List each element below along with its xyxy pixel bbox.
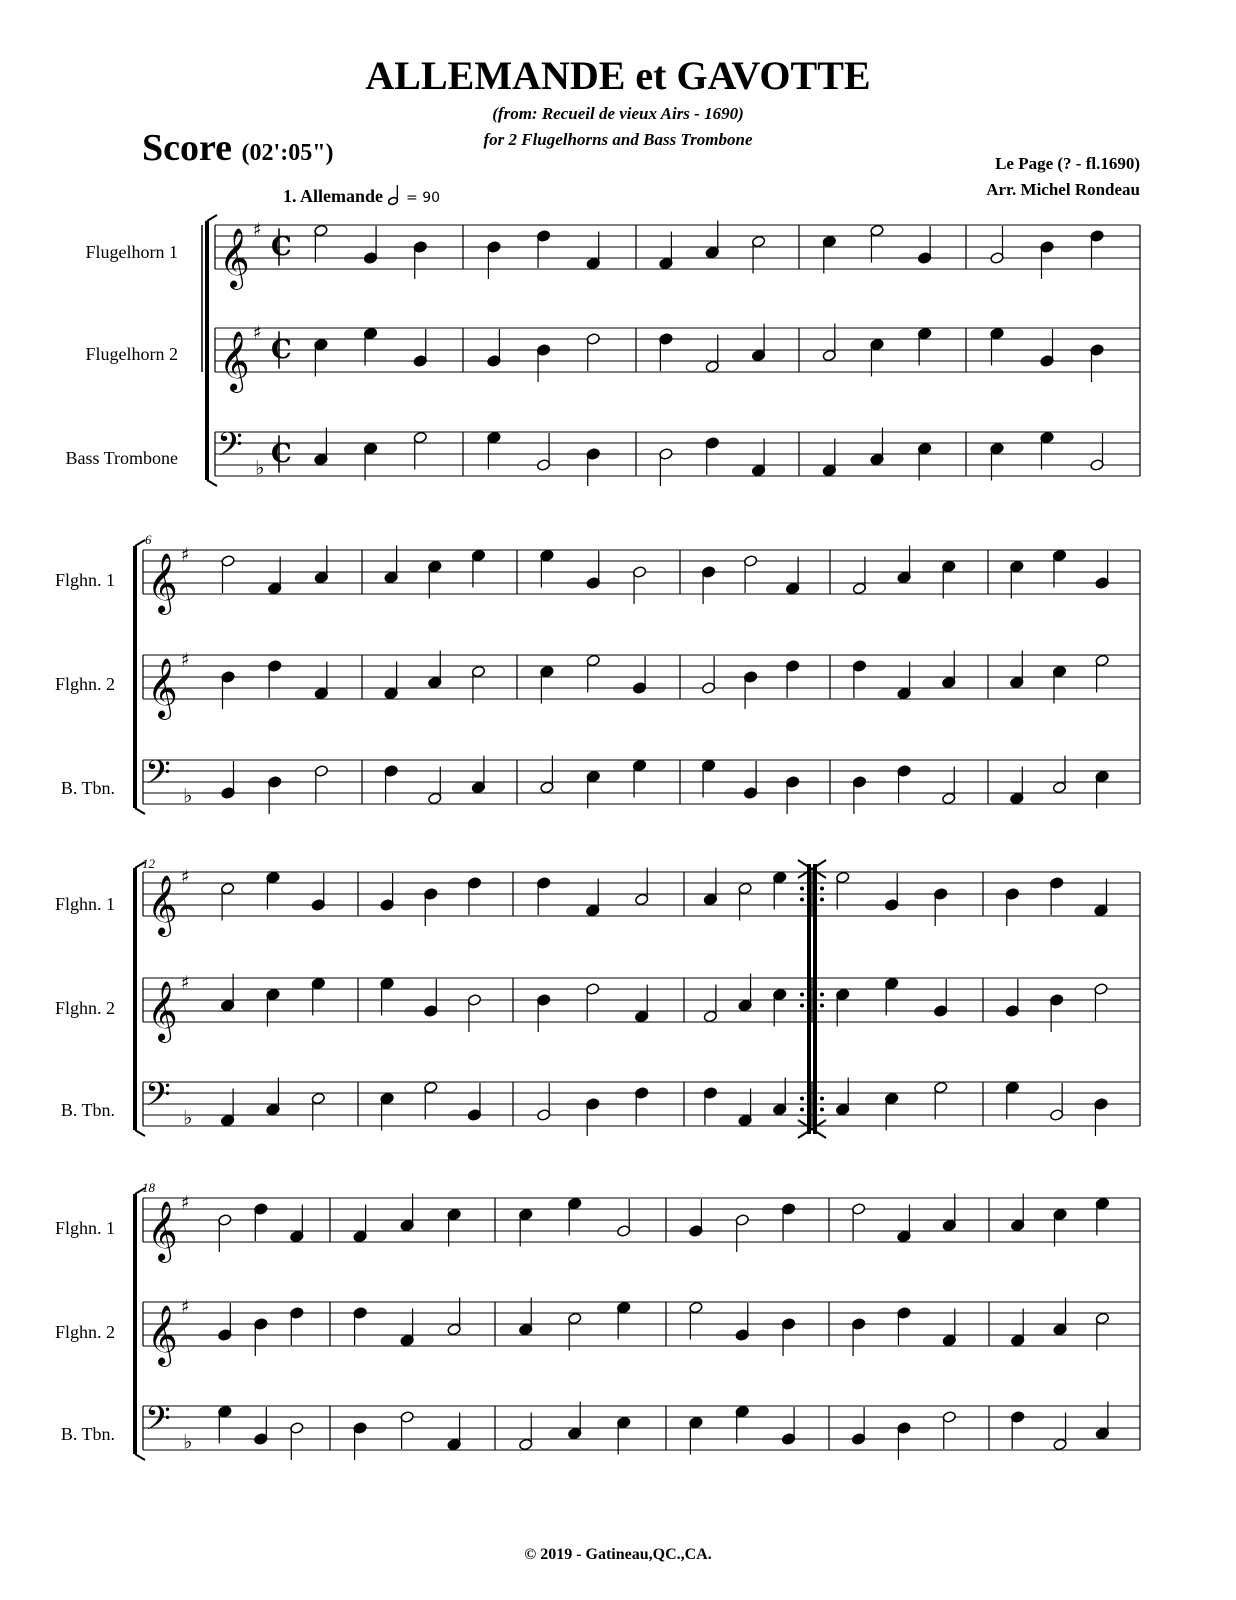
treble-clef-icon: 𝄞 [147, 1305, 178, 1365]
instrument-label-flghn-2: Flghn. 2 [54, 998, 115, 1018]
key-sharp-icon: ♯ [181, 972, 190, 994]
duration: (02':05") [241, 140, 334, 166]
bracket-end [207, 215, 217, 221]
tempo-value: = 90 [406, 190, 441, 206]
arranger: Arr. Michel Rondeau [986, 180, 1140, 199]
instrument-label-flghn-1: Flghn. 1 [54, 1218, 115, 1238]
key-sharp-icon: ♯ [181, 866, 190, 888]
movement-title: 1. Allemande [283, 186, 384, 206]
bass-clef-icon: 𝄢 [145, 754, 171, 800]
repeat-dot [820, 898, 824, 902]
instrument-label-flugelhorn-1: Flugelhorn 1 [85, 242, 178, 262]
key-flat-icon: ♭ [183, 1429, 193, 1454]
instrument-label-flghn-2: Flghn. 2 [54, 674, 115, 694]
key-sharp-icon: ♯ [181, 649, 190, 671]
key-flat-icon: ♭ [255, 455, 265, 480]
measure-number: 18 [142, 1180, 155, 1195]
instrumentation: for 2 Flugelhorns and Bass Trombone [483, 130, 753, 149]
key-sharp-icon: ♯ [181, 1192, 190, 1214]
repeat-dot [820, 1108, 824, 1112]
source-note: (from: Recueil de vieux Airs - 1690) [492, 104, 744, 123]
treble-clef-icon: 𝄞 [147, 981, 178, 1041]
treble-clef-icon: 𝄞 [219, 228, 250, 288]
instrument-label-b-tbn: B. Tbn. [60, 778, 115, 798]
repeat-dot [800, 1097, 804, 1101]
score-word: Score [142, 127, 233, 169]
treble-clef-icon: 𝄞 [147, 658, 178, 718]
repeat-dot [800, 898, 804, 902]
bracket-end [135, 1454, 145, 1460]
repeat-dot [800, 1108, 804, 1112]
time-signature-icon: C [271, 335, 292, 365]
measure-number: 6 [145, 532, 152, 547]
bracket-end [135, 862, 145, 868]
bracket-end [135, 1188, 145, 1194]
repeat-dot [820, 993, 824, 997]
bracket-end [135, 540, 145, 546]
key-sharp-icon: ♯ [181, 1296, 190, 1318]
instrument-label-flghn-1: Flghn. 1 [54, 570, 115, 590]
repeat-dot [800, 993, 804, 997]
repeat-dot [820, 1097, 824, 1101]
treble-clef-icon: 𝄞 [219, 331, 250, 391]
bass-clef-icon: 𝄢 [145, 1076, 171, 1122]
bracket-end [135, 808, 145, 814]
instrument-label-b-tbn: B. Tbn. [60, 1424, 115, 1444]
composer: Le Page (? - fl.1690) [995, 154, 1140, 173]
bass-clef-icon: 𝄢 [217, 426, 243, 472]
treble-clef-icon: 𝄞 [147, 1201, 178, 1261]
key-flat-icon: ♭ [183, 783, 193, 808]
repeat-dot [820, 1004, 824, 1008]
time-signature-icon: C [271, 439, 292, 469]
treble-clef-icon: 𝄞 [147, 553, 178, 613]
repeat-dot [820, 887, 824, 891]
score-title: ALLEMANDE et GAVOTTE [365, 53, 871, 98]
bass-clef-icon: 𝄢 [145, 1400, 171, 1446]
repeat-dot [800, 1004, 804, 1008]
key-sharp-icon: ♯ [253, 322, 262, 344]
time-signature-icon: C [271, 232, 292, 262]
repeat-dot [800, 887, 804, 891]
key-sharp-icon: ♯ [253, 219, 262, 241]
instrument-label-bass-trombone: Bass Trombone [65, 448, 178, 468]
instrument-label-b-tbn: B. Tbn. [60, 1100, 115, 1120]
key-flat-icon: ♭ [183, 1105, 193, 1130]
instrument-label-flugelhorn-2: Flugelhorn 2 [85, 344, 178, 364]
copyright: © 2019 - Gatineau,QC.,CA. [524, 1546, 712, 1563]
instrument-label-flghn-1: Flghn. 1 [54, 894, 115, 914]
measure-number: 12 [142, 856, 155, 871]
treble-clef-icon: 𝄞 [147, 875, 178, 935]
key-sharp-icon: ♯ [181, 544, 190, 566]
instrument-label-flghn-2: Flghn. 2 [54, 1322, 115, 1342]
bracket-end [135, 1130, 145, 1136]
bracket-end [207, 480, 217, 486]
